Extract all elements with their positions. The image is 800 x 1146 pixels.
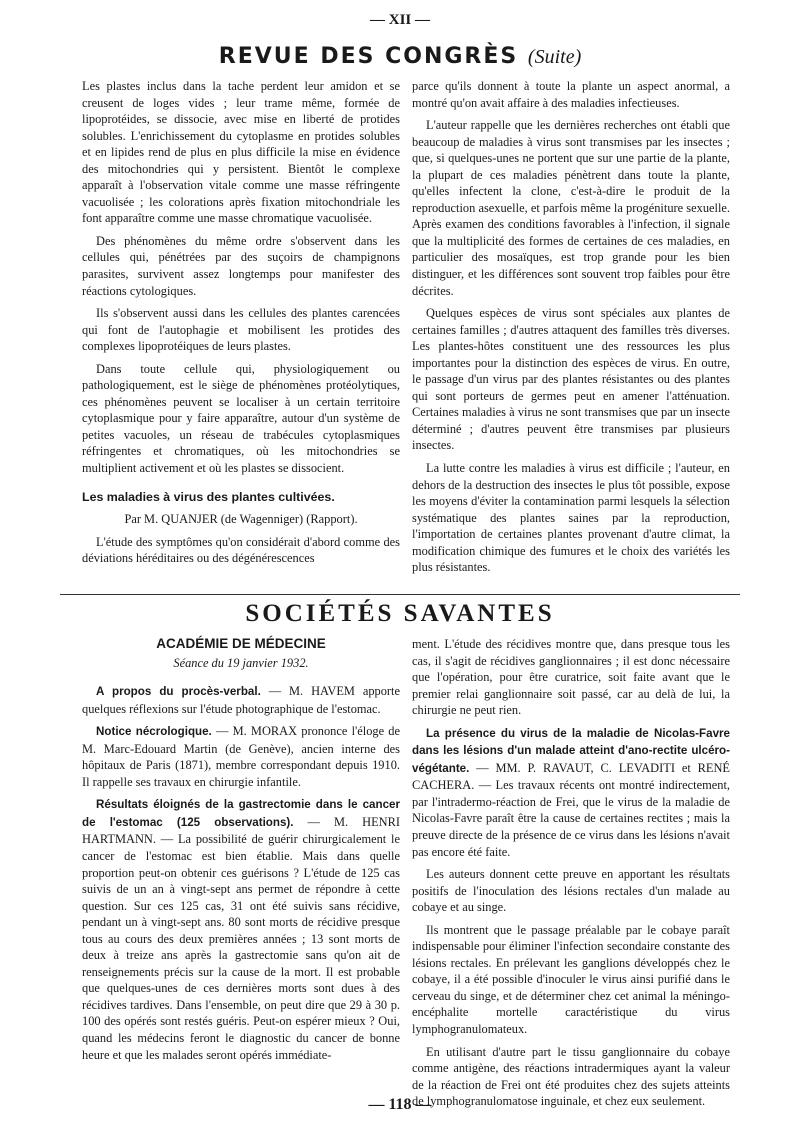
section-title-congres [0,44,800,69]
paragraph: Ils s'observent aussi dans les cellules des plantes carencées qui font de l'autophagie et mobilisent les protides des complexes lipoprotéiques de leurs plastes. [82,306,400,354]
entry-text: — M. HAVEM apporte quelques réflexions sur l'étude photographique de l'estomac. [82,684,400,716]
entry [82,796,400,1063]
entry-text: — MM. P. RAVAUT, C. LEVADITI et RENÉ CACHERA. — Les travaux récents ont montré indirectement, par l'intradermo-réaction de Frei, que le virus de la maladie de Nicolas-Favre paraît être la cause de certaines rectites ; mais la preuve directe de la présence de ce virus dans les lésions n'avait pas encore été faite. [412,760,730,859]
paragraph: L'étude des symptômes qu'on considérait d'abord comme des déviations héréditaires ou des dégénérescences [82,534,400,566]
footer-page-number: — 118 — [368,1096,432,1113]
paragraph: Les plastes inclus dans la tache perdent leur amidon et se creusent de loges vides ; leur trame même, formée de lipoprotéides, se dissocie, avec mise en liberté de protides solubles. L'enrichissement du cytoplasme en protides solubles et en lipides rend de plus en plus difficile la mise en évidence des mitochondries qui y persistent. Bientôt le complexe apparaît à l'observation vitale comme une masse réfringente vacuolisée ; les colorations après fixation mitochondriale les font apparaître comme une masse chromatique vacuolisée. [82,79,400,226]
paragraph: parce qu'ils donnent à toute la plante un aspect anormal, a montré qu'on avait affaire à des maladies infectieuses. [412,79,730,110]
paragraph: Des phénomènes du même ordre s'observent dans les cellules qui, pénétrées par des suçoirs de champignons parasites, survivent assez longtemps pour manifester des réactions cytologiques. [82,233,400,298]
section-title-text: REVUE DES CONGRÈS [218,44,519,69]
section-title-suffix: (Suite) [527,46,582,68]
paragraph: En utilisant d'autre part le tissu ganglionnaire du cobaye comme antigène, des réactions intradermiques ayant la valeur de la réaction de Frei ont été produites chez des sujets atteints de lymphogranulomatose inguinale, et chez eux seulement. [412,1044,730,1109]
header-page-roman: — XII — [369,12,430,28]
paragraph: La lutte contre les maladies à virus est difficile ; l'auteur, en dehors de la destruction des insectes le plus tôt possible, expose les moyens d'éviter la contamination parmi lesquels la sélection systématique des plantes saines par la reproduction, l'importation de certaines plantes provenant d'autre climat, la modification chimique des fumures et le choix des variétés les plus résistantes. [412,461,730,575]
entry [82,723,400,790]
entry [82,683,400,717]
paragraph: ment. L'étude des récidives montre que, dans presque tous les cas, il s'agit de récidives ganglionnaires ; il est donc nécessaire que l'opération, pour être curatrice, soit faite avant que le premier relai ganglionnaire soit passé, car au delà de lui, la chirurgie ne peut rien. [412,637,730,718]
paragraph: Ils montrent que le passage préalable par le cobaye paraît indispensable pour éliminer l'infection secondaire constante des lésions rectales. En prélevant les ganglions développés chez le cobaye, il a été possible d'inoculer le virus ainsi purifié dans le cerveau du singe, et de déterminer chez cet animal la méningo-encéphalite mortelle caractéristique du virus lymphogranulomateux. [412,922,730,1037]
section-title-societes: SOCIÉTÉS SAVANTES [245,600,555,627]
subheading-maladies-virus: Les maladies à virus des plantes cultivées. [82,489,335,504]
societes-right-column [412,636,730,1116]
congres-right-column [412,78,730,582]
seance-date: Séance du 19 janvier 1932. [173,655,309,670]
paragraph: Quelques espèces de virus sont spéciales aux plantes de certaines familles ; d'autres attaquent des familles très diverses. Les plantes-hôtes constituent une des ressources les plus importantes pour la distinction des espèces de virus. En outre, le passage d'un virus par des plantes résistantes ou des plantes qui sont porteurs de germes peut en amener l'atténuation. Certaines maladies à virus ne sont transmises que par un insecte déterminé ; d'autres peuvent être transmises par plusieurs insectes. [412,306,730,453]
entry-rubric: Résultats éloignés de la gastrectomie dans le cancer de l'estomac (125 observations). [82,798,400,829]
entry-rubric: La présence du virus de la maladie de Nicolas-Favre dans les lésions d'un malade atteint d'ano-rectite ulcéro-végétante. [412,726,730,775]
academy-heading: ACADÉMIE DE MÉDECINE [156,636,326,651]
entry-rubric: Notice nécrologique. [96,725,212,739]
societes-left-column [82,636,400,1069]
congres-left-column [82,78,400,573]
author-line: Par M. QUANJER (de Wagenniger) (Rapport). [124,512,358,527]
paragraph: Dans toute cellule qui, physiologiquement ou pathologiquement, est le siège de phénomènes protéolytiques, ces phénomènes peuvent se localiser à un certain territoire cytoplasmique pour y faire apparaître, autour d'un système de petites vacuoles, un réseau de trabécules cytoplasmiques réfringentes et chromatiques, où les mitochondries se multiplient activement et où les plastes se dissocient. [82,361,400,476]
entry [412,725,730,860]
entry-text: — M. MORAX prononce l'éloge de M. Marc-Edouard Martin (de Genève), ancien interne des hôpitaux de Paris (1871), membre correspondant depuis 1910. Il rappelle ses travaux en chirurgie infantile. [82,724,400,789]
entry-rubric: A propos du procès-verbal. [96,685,261,699]
paragraph: Les auteurs donnent cette preuve en apportant les résultats positifs de l'inoculation des lésions rectales d'un malade au cobaye et au singe. [412,867,730,915]
paragraph: L'auteur rappelle que les dernières recherches ont établi que beaucoup de maladies à virus sont transmises par les insectes ; que, si quelques-unes ne portent que sur une partie de la plante, la plupart de ces maladies pénètrent dans toute la plante, qu'elles infectent la clone, c'est-à-dire le produit de la reproduction asexuelle, et parfois même la progéniture sexuelle. Après examen des conditions favorables à l'infection, il signale que la multiplicité des formes de certaines de ces maladies, en particulier des mosaïques, est trop grande pour les bien distinguer, et les différences sont souvent trop faibles pour être décrites. [412,118,730,298]
section-divider [60,594,740,595]
entry-text: — M. HENRI HARTMANN. — La possibilité de guérir chirurgicalement le cancer de l'estomac est bien établie. Mais dans quelle proportion peut-on obtenir ces guérisons ? L'étude de 125 cas suivis de un an à vingt-sept ans permet de répondre à cette question. Sur ces 125 cas, 31 ont été suivis sans récidive, pendant un à vingt-sept ans. 80 sont morts de récidive presque tous au cours des deux premières années ; 13 sont morts de deux à treize ans après la gastrectomie sans qu'on ait de renseignements précis sur la cause de la mort. Il est probable que quelques-unes de ces dernières morts sont dues à des récidives tardives. Dans l'ensemble, on peut dire que 29 à 30 p. 100 des opérés sont restés guéris. Peut-on espérer mieux ? Oui, quand les médecins feront le diagnostic du cancer de bonne heure et que les malades seront opérés immédiate- [82,814,400,1062]
